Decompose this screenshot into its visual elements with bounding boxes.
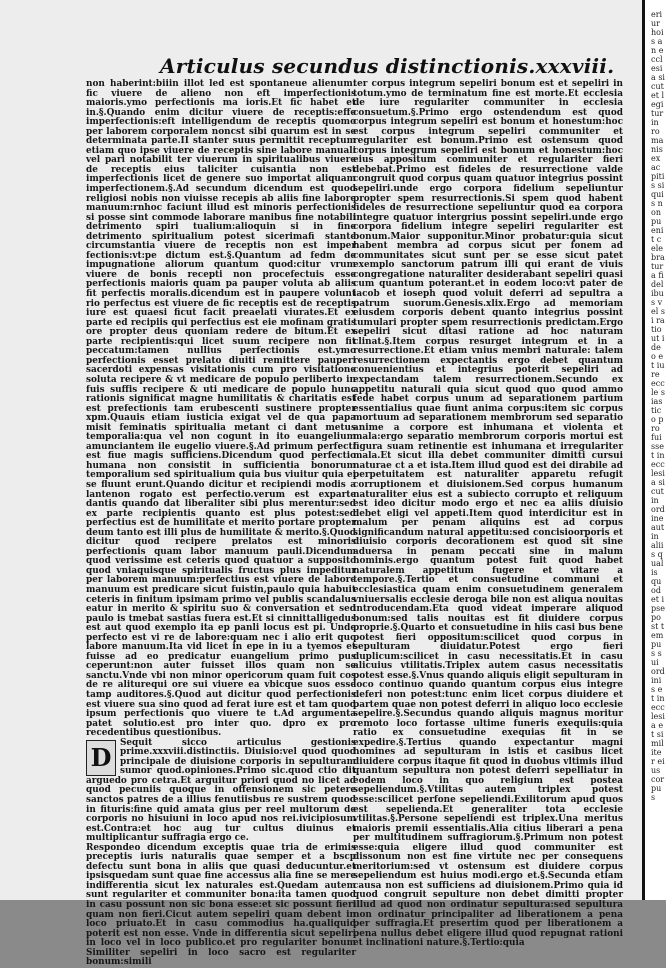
paragraph: non haberint:biiin illot led est spontaneue alienum: fic viuere de alieno non eft imperfectionis maioris.ymo perfectionis ma ioris.Et fic habet et in.§.Quando enim dicitur viuere de receptis:effe imperfectionis:eft intelligendum de receptis quomo per laborem corporalem noncst sibi quarum est in se determinata parte.II stanter suus permittit receptum etiam quo ipse viuere de receptis sine labore manuali vel pari notabilit ter viuerum in spiritualibus viuere de receptis eius taliciter cuisantia non est imperfectionis licet de genere suo importat aliquam imperfectionem.§.Ad secundum dicendum est quod religiosi nobis non viuisse recepis ab aliis fine labore manuum:rnhoc faciunt illud est minoris perfectionis si posse sint commode laborare manibus fine notabili detrimento spiri tualium:alioquin si in fine detrimento spiritualium potest sicerimafi stante circumstantia viuere de receptis non est imper fectionis:vt:pe dictum est.§.Quantum ad fedm de impugnatione aliorum quantum quod:citur vrum viuere de bonis recepti non procefectuis esse perfectionis maioris quam pa pauper voluta ab aliis fit perfectis moralis.dicendum est in paupere volunt rio perfectus est viuere de fic receptis est de receptis iure est quaesi ficut facit preaelati viurates.Et ex parte ed recipiis qui perfectius est eie mofinam gratis ore propter deus quoniam redere de bitum.Et ex parte recipientis:qui licet suum recipere non fit peccatum:tamen nullius perfectionis est.ymo perfectionis esset prelato diuiti remittere pauperi sacerdoti expensas visitationis cum pro visitatione soluta recipere & vt medicare de populo perliberto in fuis suffis recipere & uti medicare de populo hunc rationis significat magne humilitatis & charitatis est est prefectionis tam erubescenti sustinere propter xpm.Quauis etiam iusticia exigat vel de qua papa misit feminatis spiritualia metant ci dant metus temporalia:qua vel non cogunt in ito euangelium amunciantem ile eugelio viuere.§.Ad primum perfecti est fiue magis sufficiens.Dicendum quod perfectio humana non consistit in sufficientia bonorum temporalium sed spiritualium quia bus viuitur quia ei se fluunt erunt.Quando dicitur et recipiendi modis a lantenon rogato est perfectio.verum est exparte dantis quando dat liberaliter sibi plus merentur:sed ex parte recipientis quanto est plus potest:sed perfectius est de humilitate et merito portare propter deum tanto est illi plus de humilitate & merito.§.Quod dicitur quod recipere prelatos est minoris perfectionis quam labor manuum pauli.Dicendum quod verissime est ceteris quod quatuor a supposito quod vniaquisque spiritualis fructus plus impeditur per laborem manuum:perfectius est viuere de labore manuum est predicare sicut fuistin,paulo quia habuit ceteris in finitum ipsimam primo vel publis scandalus eatur in merito & spiritu suo & conversation et sed paulo is tmebat sastias fuera est.Et si cinnittalligedus est aut quod exemplo ita ep panli locus est pi. Unde perfecto est vi re de labore:quam nec i alio erit quo labore manuum.Ita vid licet in epe in iu a tyemos et fuisse ad eo predicatur euangelium primo pus ceperunt:non auter fuisset illos quam non se sanctu.Vnde vbi non minor opericorum quam fuit cos de re aliturequi ore sui viuere ea vbicque suos esse tamp auditores.§.Quod aut dicitur quod perfectionis est viuere sua sino quod ad ferat iure est et tam quod ipsum perfectionis quo viuere te t.Ad argumenta patet solutio.est pro inter quo. dpro ex pro recedentibus questionibus. <box>86 79 356 739</box>
decorated-initial-icon: D <box>86 740 116 776</box>
right-text-column <box>353 79 623 949</box>
paragraph: Respondeo dicendum exceptis quae tria de erimis preceptis iuris naturalis quae semper et a bscp defectu sunt bona in aliis que quasi deducuntur.et ipsisquedam sunt quae fine accessus alia fine se mere indifferentia sicut lex naturales est.Quedam autem sunt regulariter et communiter bona:ita tamen quod in casu possunt non sic bona esse:et sic possunt fieri quam non fieri.Cicut autem sepeliri quam debent in loco priuato.Et in casu commodius ha.qualiquid poterit est non esse. Vnde in differentia sicut sepeliri in loco vel in loco publico.et pro regulariter bonum Similiter sepeliri in loco sacro est regulariter bonum:simili <box>86 842 356 968</box>
paragraph: ter corpus integrum sepeliri bonum est et sepeliri in totum.ymo de terminatum fine est morte.Et ecclesia de iure regulariter communiter in ecclesia consuetum.§.Primo ergo ostendendum est quod corpus integrum sepeliri est bonum et honestum:hoc est corpus integrum sepeliri communiter et regulariter est bonum.Primo est ostensum quod corpus integrum sepeliri est bonum et honestum:hoc eius appositum communiter et regulariter fieri debebat.Primo est fideles de resurrectione valde congruit quod corpus quam quatuor integrius possint sepeliri.unde ergo corpora fidelium sepeliuntur propter spem resurrectionis.Si spem quod habent fideles de resurrectione sepeliuntur quod ea corpora integre quatuor intergrius possint sepeliri.unde ergo corpora fidelium integre sepeliri regulariter est bonum.Maior supponitur.Minor probatur:quia sicut habent membra ad corpus sicut per fonem ad communitates sicut sunt per se esse sicut patet exemplo sanctorum patrum illi qui erant de viuis congregatione naturaliter desiderabant sepeliri quasi cum quantum poterant.et in eodem loco:vt pater de iacob et ioseph quod voluit deferri ad sepultra a patrum suorum.Genesis.xlix.Ergo ad memoriam eiusdem corporis debent quanto integrius possint tumulari propter spem resurrectionis predictam.Ergo sepeliri sicut ditasi ratione ad hoc naturam clinat.§.Item corpus resurget integrum et in a resurrectione.Et etiam vnius membri naturale: talem resurrectionem expectantis ergo debet quantum conuenientius et integrius poterit sepeliri ad expectandam talem resurrectionem.Secundo ex appetitu naturali quia sicut quod quo quod ammo fede habet corpus unum ad separationem partium essentialius quae fiunt anima corpus:item sic corpus mortuum ad separationem membrorum sed separatio anime a corpore est inhumana et violenta et mala:ergo separatio membrorum corporis mortui est figura suam retinentie est inhumana et irregulariter mala.Et sicut illa debet communiter dimitti cursui naturae ct a et ista.Item illud quod est dei dirabile ad perpetuitatem est naturaliter apparetu refugit corruptionem et diuisionem.Sed corpus humanum naturaliter eius est a subiecto corrupto et reliquum est ideo dicitur modo ergo et nec ea aliis diuisio debet eligi vel appeti.Item quod interdicitur est in malum per penam aliquins est ad corpus significandum natural appetitu:sed concisioorporis et diuisio corporis decorationem est quod sit sine aduersa in penam peccati sine in malum hominis.ergo quantum potest fuit quod habet naturalem appetitum fugere et vitare a tempore.§.Tertio et consuetudine communi et ecclesiastica quam enim consuetudinem generalem vniuersalis ecclesie deroga bile non est aliqua nouitas introducendam.Eta quod videat imperare aliquod bonum:sed talis nouitas est fit diuidere corpus proprie.§.Quarto et consuetudine in hiis casi bus bene potest fieri oppositum:scilicet quod corpus in sepulturam diuidatur.Potest ergo fieri duplicum:scilicet in casu necessitatis.Et in casu alicuius vtilitatis.Triplex autem casus necessitatis potest esse.§.Vnus quando aliquis eligit sepulturam in loco continuo quando quantum corpus eius integre deferi non potest:tunc enim licet corpus diuidere et partem quae non potest deferri in aliquo loco ecclesie sepelire.§.Secundus quando aliquis magnus moritur remoto loco fortasse ultime funeris exequiis:quia ratio ex consuetudine exequias fit in se expedire.§.Tertius quando expectantur magni homines ad sepulturam in istis et casibus licet diuidere corpus itaque fit quod in duobus vltimis illud quantum sepultura non potest deferri sepelliatur in eodem loco in quo religium est postea sepeliendum.§.Vtilitas autem triplex potest esse:scilicet perfone sepeliendi.Exilitorum apud quos est sepelienda.Et generaliter tota ecclesie vtilitas.§.Persone sepeliendi est triplex.Una meritus maioris premii essentialis.Alia citius liberari a pena per multitudinem suffragiorum.§.Primum non potest esse:quia eligere illud quod communiter est dissonum non est fine virtute nec per consequens meritorium:sed vt ostensum est diuidere corpus sepeliendum est huius modi.ergo et.§.Secunda etiam causa non est sufficiens ad diuisionem.Primo quia id quod congruit sepulture non debet dimitti propter illud ad quod non ordinatur sepultura:sed sepultura non ordinatur principaliter ad liberationem a pena per suffragia.Et presertim quod per liberationem a pena nullus debet eligere illud quod repugnat rationi et inclinationi nature.§.Tertio:quia <box>353 79 623 949</box>
paragraph-with-initial <box>86 739 356 844</box>
left-text-column <box>86 79 356 968</box>
facing-page-text: eriur hois an ecclesia sicut et legitur in romanis ex ac pitis si quis non puenit celebratur a fidelibus vel si ratio ut ideo et iure eccle siastico pro fuisset in ecclesia sicut in ordine aut in aliis qualis quod et ipse post tempus sui ordinis et in ecclesia et similiter eius corpus <box>651 10 665 802</box>
facing-page-edge <box>642 0 666 900</box>
paragraph-text: Sequit sicco articulus gestionis prime.xxxviii.distinctiis. Diuisio:vel quod quod principale de diuisione corporis in sepulturam sumor quod.opiniones.Primo sic.quod ctio dit arguedo pro cetra.Et arguitur priori quod no licet ad quod pecuniis quoque in offensionem sic petere sanctos patres de a illius fenutiisbus re sustrem quod in fituris:fine quid amata gius per reel multorum de corporis no hisuiuni in loco apud nos rei.ivicipiosum est.Contra:et hoc aug tur cultus diuinus et multiplicantur suffragia ergo ce. <box>86 737 356 844</box>
running-head: Articulus secundus distinctionis.xxxviii. <box>160 54 615 78</box>
